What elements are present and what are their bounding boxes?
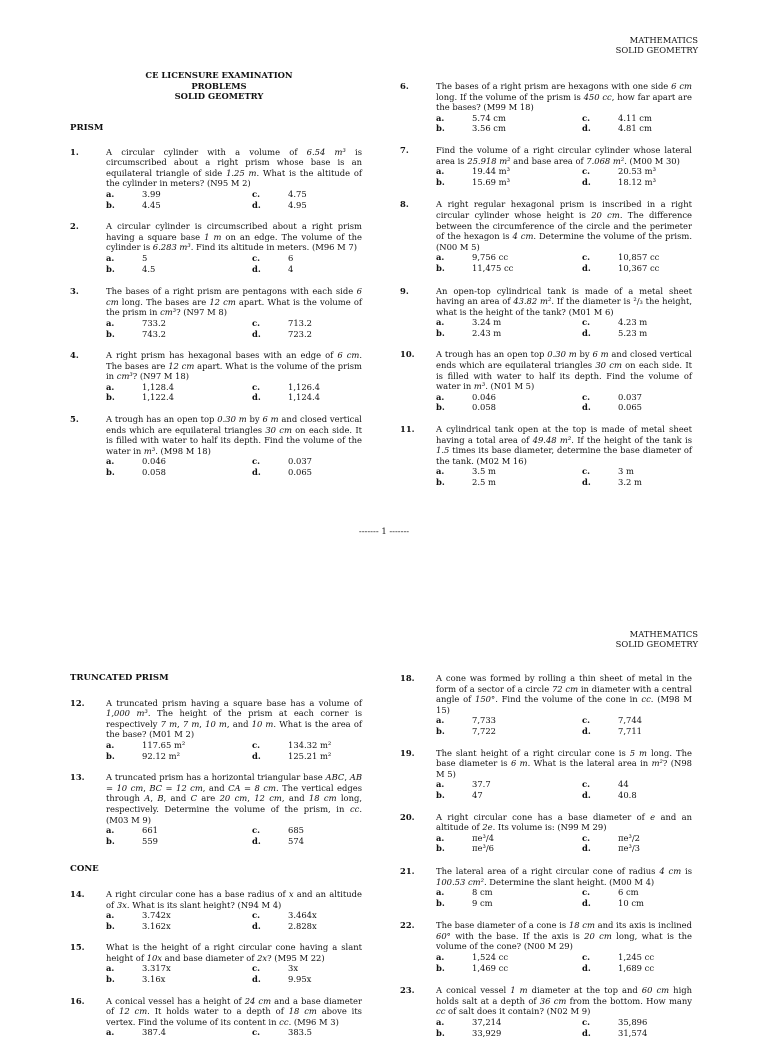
choice-value: 661 — [142, 825, 158, 836]
choice-value: 1,124.4 — [288, 392, 320, 403]
choice-value: πe³/6 — [472, 843, 494, 854]
choice-letter: a. — [106, 825, 115, 836]
choice-letter: c. — [582, 715, 591, 726]
problem-item — [400, 920, 692, 973]
choice-value: 47 — [472, 789, 483, 800]
choice-letter: b. — [106, 199, 115, 210]
choice-letter: d. — [582, 1027, 591, 1038]
problem-text: A truncated prism has a horizontal triangular base ABC, AB = 10 cm, BC = 12 cm, and CA = 8 cm. The vertical edges through A, B, and C are 20 cm, 12 cm, and 18 cm long, respectively. Determine the volume of the prism, in cc. (M03 M 9) — [106, 772, 362, 825]
choice-value: 4.23 m — [618, 317, 648, 328]
problem-number: 13. — [70, 772, 85, 783]
choice-letter: c. — [582, 1017, 591, 1028]
choice-letter: b. — [436, 1027, 445, 1038]
choice-letter: b. — [106, 328, 115, 339]
problem-number: 10. — [400, 349, 415, 360]
choice-letter: b. — [436, 262, 445, 273]
problem-number: 18. — [400, 673, 415, 683]
problem-item — [70, 942, 362, 984]
choice-value: 4.75 — [288, 188, 307, 199]
problem-text: The bases of a right prism are pentagons with each side 6 cm long. The bases are 12 cm apart. What is the volume of the prism in cm³? (N97 M 8) — [106, 286, 363, 318]
choice-letter: b. — [106, 263, 115, 274]
answer-choices — [106, 318, 362, 339]
choice-value: 134.32 m² — [288, 739, 332, 750]
choice-value: 733.2 — [142, 317, 166, 328]
answer-choices — [106, 189, 362, 210]
choice-letter: b. — [436, 123, 445, 134]
choice-value: 0.046 — [472, 391, 496, 402]
problem-text: The bases of a right prism are hexagons with one side 6 cm long. If the volume of the prism is 450 cc, how far apart are the bases? (M99 M 18) — [436, 81, 693, 113]
choice-letter: c. — [252, 1027, 261, 1038]
choice-letter: c. — [582, 952, 591, 963]
problem-text: A conical vessel 1 m diameter at the top and 60 cm high holds salt at a depth of 36 cm from the bottom. How many cc of salt does it contain? (N02 M 9) — [436, 985, 693, 1017]
choice-value: 125.21 m² — [288, 750, 332, 761]
problem-text: A right circular cone has a base radius of x and an altitude of 3x. What is its slant height? (N94 M 4) — [106, 888, 363, 910]
choice-value: 1,689 cc — [618, 962, 655, 973]
choice-value: 4.11 cm — [618, 112, 652, 123]
choice-value: 713.2 — [288, 317, 312, 328]
choice-value: 9.95x — [288, 974, 312, 985]
choice-letter: b. — [436, 843, 445, 854]
choice-value: 574 — [288, 835, 304, 846]
problem-number: 20. — [400, 811, 415, 822]
choice-letter: a. — [436, 252, 445, 263]
choice-value: 19.44 m³ — [472, 166, 510, 177]
choice-value: 3.24 m — [472, 317, 502, 328]
choice-value: 3.742x — [142, 910, 171, 921]
choice-value: 1,469 cc — [472, 962, 509, 973]
choice-value: 3.5 m — [472, 466, 496, 477]
choice-letter: a. — [106, 381, 115, 392]
choice-letter: d. — [252, 199, 261, 210]
choice-value: 3.464x — [288, 910, 317, 921]
choice-value: 685 — [288, 825, 304, 836]
choice-letter: c. — [252, 381, 261, 392]
problem-item — [70, 147, 362, 211]
choice-value: 0.037 — [618, 391, 642, 402]
choice-letter: a. — [436, 832, 445, 843]
problem-item — [400, 673, 692, 737]
choice-letter: c. — [582, 166, 591, 177]
page-1 — [0, 0, 768, 512]
problem-number: 11. — [400, 424, 415, 435]
choice-value: 3.16x — [142, 974, 166, 985]
choice-letter: a. — [106, 1027, 115, 1038]
problem-text: A circular cylinder is circumscribed about a right prism having a square base 1 m on an edge. The volume of the cylinder is 6.283 m³. Find its altitude in meters. (M96 M 7) — [106, 221, 363, 253]
choice-value: 44 — [618, 779, 629, 790]
header-topic: SOLID GEOMETRY — [615, 45, 698, 55]
choice-value: 1,122.4 — [142, 392, 174, 403]
answer-choices — [436, 252, 692, 273]
choice-letter: b. — [106, 835, 115, 846]
choice-letter: a. — [106, 963, 115, 974]
choice-value: 18.12 m³ — [618, 176, 656, 187]
choice-letter: c. — [582, 832, 591, 843]
choice-letter: c. — [582, 887, 591, 898]
choice-letter: b. — [436, 897, 445, 908]
choice-value: 10,857 cc — [618, 252, 660, 263]
choice-value: 387.4 — [142, 1027, 166, 1038]
problem-text: The slant height of a right circular cone is 5 m long. The base diameter is 6 m. What is the lateral area in m²? (N98 M 5) — [436, 747, 693, 779]
problem-number: 15. — [70, 942, 85, 953]
choice-value: 8 cm — [472, 887, 493, 898]
choice-value: 20.53 m³ — [618, 166, 656, 177]
choice-letter: b. — [436, 477, 445, 487]
choice-letter: d. — [252, 328, 261, 339]
problem-text: A trough has an open top 0.30 m by 6 m and closed vertical ends which are equilateral triangles 30 cm on each side. It is filled with water to half its depth. Find the volume of the water in m³. (M98 M 18) — [106, 414, 363, 456]
choice-value: 0.046 — [142, 456, 166, 467]
problem-item — [70, 698, 362, 762]
problem-item — [400, 866, 692, 908]
answer-choices — [436, 779, 692, 800]
problem-number: 16. — [70, 995, 85, 1006]
choice-value: 3.2 m — [618, 477, 642, 487]
problem-number: 21. — [400, 865, 415, 876]
problem-item — [400, 985, 692, 1038]
choice-value: 92.12 m² — [142, 750, 180, 761]
choice-letter: c. — [582, 779, 591, 790]
problem-text: A circular cylinder with a volume of 6.54 m³ is circumscribed about a right prism whose base is an equilateral triangle of side 1.25 m. What is the altitude of the cylinder in meters? (N95 M 2) — [106, 146, 363, 189]
problem-text: What is the height of a right circular cone having a slant height of 10x and base diameter of 2x? (M95 M 22) — [106, 942, 362, 963]
choice-letter: c. — [582, 252, 591, 263]
choice-value: 0.065 — [618, 402, 642, 413]
choice-value: 1,126.4 — [288, 381, 320, 392]
answer-choices — [436, 887, 692, 908]
choice-value: 7,722 — [472, 725, 496, 736]
choice-value: 723.2 — [288, 328, 312, 339]
choice-letter: b. — [436, 725, 445, 736]
choice-value: 40.8 — [618, 789, 637, 800]
choice-value: 1,524 cc — [472, 952, 509, 963]
problem-item — [400, 199, 692, 273]
choice-letter: d. — [252, 974, 261, 985]
answer-choices — [436, 1017, 692, 1038]
choice-letter: a. — [436, 112, 445, 123]
problem-item — [70, 286, 362, 339]
choice-value: πe³/2 — [618, 832, 640, 843]
choice-letter: b. — [106, 467, 115, 478]
page-2 — [0, 512, 768, 1038]
choice-value: 6 cm — [618, 887, 639, 898]
choice-letter: a. — [106, 317, 115, 328]
choice-value: 5 — [142, 252, 148, 263]
choice-letter: d. — [252, 920, 261, 931]
problem-item — [70, 772, 362, 846]
choice-letter: c. — [582, 112, 591, 123]
answer-choices — [106, 1027, 362, 1038]
choice-value: 7,733 — [472, 715, 496, 726]
choice-value: 3.56 cm — [472, 123, 506, 134]
problem-number: 23. — [400, 985, 415, 996]
answer-choices — [436, 715, 692, 736]
problem-text: A conical vessel has a height of 24 cm and a base diameter of 12 cm. It holds water to a depth of 18 cm above its vertex. Find the volume of its content in cc. (M96 M 3) — [106, 995, 362, 1027]
problem-item — [400, 748, 692, 801]
choice-letter: d. — [252, 263, 261, 274]
choice-value: 11,475 cc — [472, 262, 514, 273]
header-subject: MATHEMATICS — [629, 629, 698, 639]
choice-value: 3.162x — [142, 920, 171, 931]
problem-number: 12. — [70, 697, 85, 708]
choice-letter: b. — [436, 962, 445, 973]
choice-letter: d. — [252, 835, 261, 846]
choice-letter: a. — [436, 715, 445, 726]
choice-letter: b. — [106, 920, 115, 931]
choice-value: 0.065 — [288, 467, 312, 478]
problem-item — [400, 81, 692, 134]
choice-letter: a. — [436, 887, 445, 898]
choice-value: 117.65 m² — [142, 739, 186, 750]
choice-value: 3.99 — [142, 188, 161, 199]
answer-choices — [436, 317, 692, 338]
problem-text: An open-top cylindrical tank is made of a metal sheet having an area of 43.82 m². If the diameter is ²/₃ the height, what is the height of the tank? (M01 M 6) — [436, 285, 692, 317]
choice-letter: d. — [582, 123, 591, 134]
choice-letter: c. — [252, 963, 261, 974]
problem-text: Find the volume of a right circular cylinder whose lateral area is 25.918 m² and base area of 7.068 m². (M00 M 30) — [436, 144, 692, 166]
choice-value: 4.5 — [142, 263, 156, 274]
problem-text: The lateral area of a right circular cone of radius 4 cm is 100.53 cm². Determine the slant height. (M00 M 4) — [436, 865, 693, 887]
choice-letter: d. — [252, 467, 261, 478]
choice-value: 4.95 — [288, 199, 307, 210]
choice-value: 5.23 m — [618, 327, 648, 338]
choice-letter: d. — [252, 750, 261, 761]
choice-letter: b. — [436, 327, 445, 338]
choice-value: 743.2 — [142, 328, 166, 339]
problem-text: A trough has an open top 0.30 m by 6 m and closed vertical ends which are equilateral triangles 30 cm on each side. It is filled with water to half its depth. Find the volume of water in m³. (N01 M 5) — [436, 349, 693, 392]
answer-choices — [436, 833, 692, 854]
choice-letter: c. — [252, 910, 261, 921]
problem-number: 19. — [400, 747, 415, 758]
problem-item — [400, 145, 692, 187]
problem-text: The base diameter of a cone is 18 cm and its axis is inclined 60° with the base. If the axis is 20 cm long, what is the volume of the cone? (N00 M 29) — [436, 920, 692, 952]
answer-choices — [106, 963, 362, 984]
problem-item — [70, 889, 362, 931]
problem-number: 4. — [70, 350, 79, 361]
choice-value: 2.828x — [288, 920, 317, 931]
choice-value: 10 cm — [618, 897, 644, 908]
choice-letter: a. — [106, 188, 115, 199]
choice-value: 2.5 m — [472, 477, 496, 487]
answer-choices — [436, 466, 692, 487]
choice-letter: d. — [582, 789, 591, 800]
choice-value: 0.058 — [142, 467, 166, 478]
choice-value: 31,574 — [618, 1027, 648, 1038]
problem-text: A right prism has hexagonal bases with an edge of 6 cm. The bases are 12 cm apart. What is the volume of the prism in cm³? (N97 M 18) — [106, 350, 363, 382]
choice-value: 3x — [288, 963, 299, 974]
header-subject: MATHEMATICS — [629, 35, 698, 45]
answer-choices — [106, 910, 362, 931]
choice-value: 33,929 — [472, 1027, 502, 1038]
choice-value: 4 — [288, 263, 294, 274]
choice-value: 0.058 — [472, 402, 496, 413]
choice-letter: c. — [582, 317, 591, 328]
answer-choices — [106, 253, 362, 274]
problem-item — [70, 996, 362, 1038]
choice-value: πe³/3 — [618, 843, 640, 854]
problem-item — [400, 286, 692, 339]
problem-text: A cone was formed by rolling a thin sheet of metal in the form of a sector of a circle 72 cm in diameter with a central angle of 150°. Find the volume of the cone in cc. (M98 M 15) — [436, 673, 693, 715]
choice-letter: d. — [582, 897, 591, 908]
choice-letter: c. — [252, 252, 261, 263]
choice-letter: a. — [436, 952, 445, 963]
choice-letter: b. — [106, 750, 115, 761]
choice-value: 4.45 — [142, 199, 161, 210]
choice-letter: c. — [252, 456, 261, 467]
choice-value: 559 — [142, 835, 158, 846]
choice-letter: d. — [582, 262, 591, 273]
header-topic: SOLID GEOMETRY — [615, 639, 698, 649]
choice-value: 383.5 — [288, 1027, 312, 1038]
page-2-left-column — [70, 662, 362, 1038]
problem-text: A right regular hexagonal prism is inscribed in a right circular cylinder whose height is 20 cm. The difference between the circumference of the circle and the perimeter of the hexagon is 4 cm. Determine the volume of the prism. (N00 M 5) — [436, 199, 692, 252]
problem-number: 6. — [400, 81, 409, 91]
choice-letter: c. — [252, 188, 261, 199]
choice-value: 5.74 cm — [472, 112, 506, 123]
problem-number: 8. — [400, 199, 409, 210]
page-header — [616, 629, 698, 649]
problem-number: 3. — [70, 286, 79, 297]
choice-value: 37.7 — [472, 779, 491, 790]
choice-value: 7,744 — [618, 715, 642, 726]
choice-value: 35,896 — [618, 1017, 648, 1028]
choice-letter: c. — [252, 739, 261, 750]
answer-choices — [436, 166, 692, 187]
problem-item — [400, 812, 692, 854]
choice-letter: a. — [436, 779, 445, 790]
answer-choices — [106, 825, 362, 846]
title-line-2: SOLID GEOMETRY — [174, 91, 264, 101]
choice-letter: a. — [106, 252, 115, 263]
choice-value: 7,711 — [618, 725, 642, 736]
choice-letter: a. — [106, 910, 115, 921]
section-heading: CONE — [70, 864, 99, 875]
choice-letter: d. — [582, 402, 591, 413]
choice-letter: d. — [582, 843, 591, 854]
choice-value: 1,128.4 — [142, 381, 174, 392]
problem-number: 7. — [400, 144, 409, 155]
choice-letter: b. — [436, 789, 445, 800]
answer-choices — [436, 952, 692, 973]
choice-value: 15.69 m³ — [472, 176, 510, 187]
answer-choices — [106, 740, 362, 761]
problem-item — [70, 414, 362, 478]
section-heading: TRUNCATED PRISM — [70, 673, 169, 683]
choice-letter: c. — [252, 317, 261, 328]
choice-letter: a. — [436, 166, 445, 177]
choice-letter: a. — [106, 739, 115, 750]
choice-letter: a. — [436, 317, 445, 328]
problem-text: A truncated prism having a square base has a volume of 1,000 m³. The height of the prism at each corner is respectively 7 m, 7 m, 10 m, and 10 m. What is the area of the base? (M01 M 2) — [106, 697, 362, 740]
problem-number: 1. — [70, 146, 79, 157]
problem-item — [70, 350, 362, 403]
choice-letter: b. — [106, 392, 115, 403]
choice-letter: c. — [582, 391, 591, 402]
page-1-left-column — [70, 112, 362, 478]
problem-number: 9. — [400, 285, 409, 296]
problem-text: A cylindrical tank open at the top is made of metal sheet having a total area of 49.48 m². If the height of the tank is 1.5 times its base diameter, determine the base diameter of the tank. (M02 M 16) — [436, 424, 693, 466]
section-heading: PRISM — [70, 123, 104, 133]
page-number: ------- 1 ------- — [358, 526, 410, 536]
problem-number: 5. — [70, 414, 79, 425]
problem-number: 2. — [70, 221, 79, 232]
problem-item — [70, 221, 362, 274]
choice-letter: d. — [582, 477, 591, 487]
page-2-right-column — [400, 662, 692, 1038]
choice-letter: d. — [582, 176, 591, 187]
choice-letter: a. — [106, 456, 115, 467]
answer-choices — [106, 382, 362, 403]
answer-choices — [436, 113, 692, 134]
title-line-1: CE LICENSURE EXAMINATION PROBLEMS — [145, 70, 293, 91]
page-header — [616, 35, 698, 55]
choice-value: 9,756 cc — [472, 252, 509, 263]
choice-letter: c. — [252, 825, 261, 836]
choice-value: 0.037 — [288, 456, 312, 467]
problem-number: 22. — [400, 920, 415, 931]
choice-letter: c. — [582, 466, 591, 477]
choice-value: 1,245 cc — [618, 952, 655, 963]
choice-letter: a. — [436, 391, 445, 402]
choice-letter: b. — [436, 402, 445, 413]
choice-value: 3.317x — [142, 963, 171, 974]
choice-letter: b. — [106, 974, 115, 985]
choice-letter: d. — [252, 392, 261, 403]
choice-value: πe³/4 — [472, 832, 494, 843]
problem-item — [400, 424, 692, 488]
choice-value: 9 cm — [472, 897, 493, 908]
choice-value: 6 — [288, 252, 294, 263]
choice-value: 3 m — [618, 466, 634, 477]
choice-letter: b. — [436, 176, 445, 187]
problem-number: 14. — [70, 888, 85, 899]
choice-letter: d. — [582, 725, 591, 736]
choice-value: 4.81 cm — [618, 123, 652, 134]
answer-choices — [436, 392, 692, 413]
choice-letter: d. — [582, 327, 591, 338]
problem-item — [400, 349, 692, 413]
page-1-right-column — [400, 70, 692, 488]
document-title — [118, 70, 320, 102]
choice-letter: a. — [436, 466, 445, 477]
choice-value: 37,214 — [472, 1017, 502, 1028]
choice-value: 10,367 cc — [618, 262, 660, 273]
choice-value: 2.43 m — [472, 327, 502, 338]
choice-letter: a. — [436, 1017, 445, 1028]
answer-choices — [106, 456, 362, 477]
choice-letter: d. — [582, 962, 591, 973]
problem-text: A right circular cone has a base diameter of e and an altitude of 2e. Its volume is: (N99 M 29) — [436, 811, 692, 833]
